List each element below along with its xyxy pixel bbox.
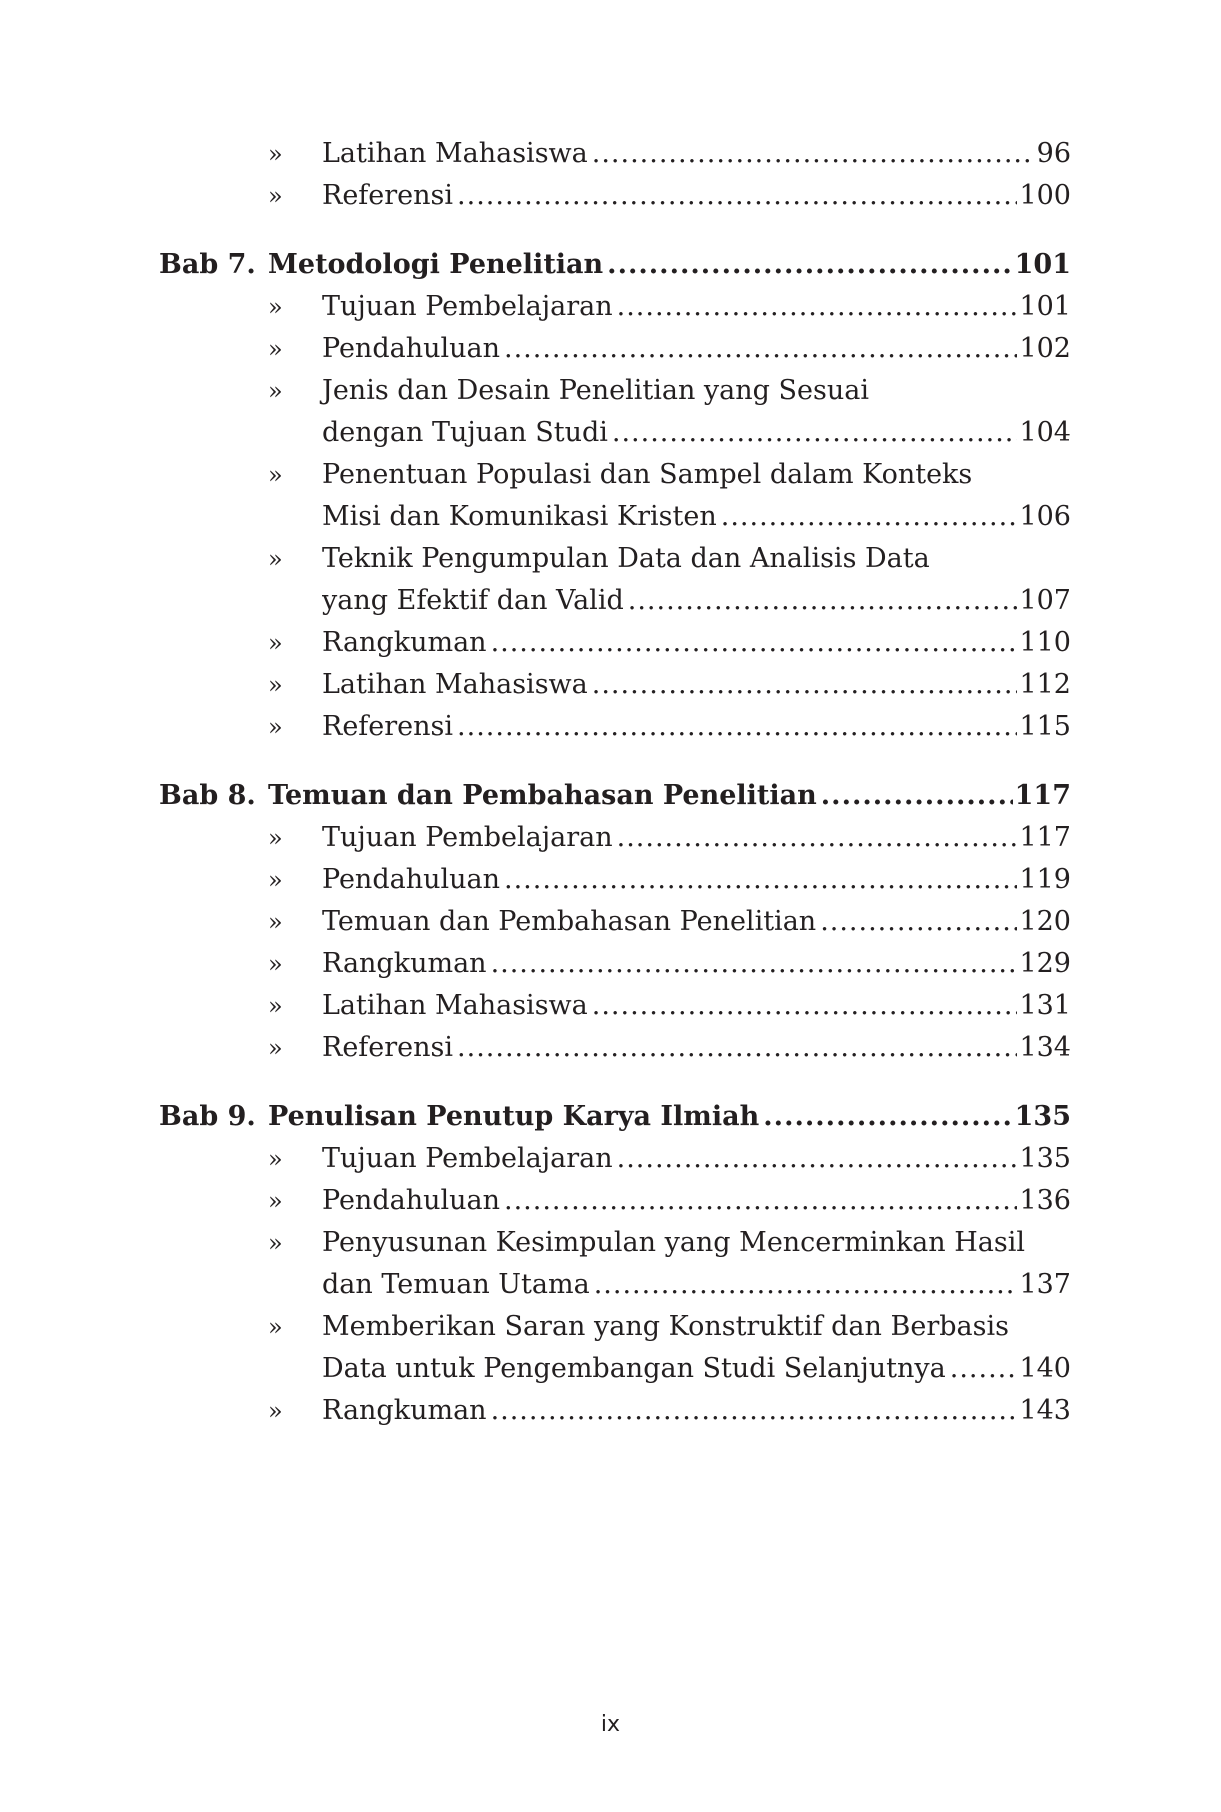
page-ref: 143 <box>1019 1395 1071 1426</box>
bullet-marker: » <box>268 866 283 894</box>
entry-leader-line <box>322 941 1071 987</box>
page-ref: 101 <box>1019 291 1071 322</box>
toc-entry <box>0 704 1221 750</box>
toc-entry <box>0 662 1221 708</box>
toc-entry <box>0 326 1221 372</box>
entry-leader-line <box>322 578 1071 624</box>
page-ref: 100 <box>1019 180 1071 211</box>
entry-title: Rangkuman <box>322 948 487 979</box>
chapter-label: Bab 9. <box>159 1101 256 1132</box>
bullet-marker: » <box>268 713 283 741</box>
entry-title: Penyusunan Kesimpulan yang Mencerminkan Hasil <box>322 1227 1026 1258</box>
page-ref: 112 <box>1019 669 1071 700</box>
bullet-marker: » <box>268 1034 283 1062</box>
dot-leader <box>592 131 1035 177</box>
bullet-marker: » <box>268 824 283 852</box>
entry-title: Latihan Mahasiswa <box>322 138 588 169</box>
dot-leader <box>820 899 1017 945</box>
bullet-marker: » <box>268 545 283 573</box>
page-ref: 117 <box>1019 822 1071 853</box>
dot-leader <box>628 578 1018 624</box>
toc-entry <box>0 1262 1221 1308</box>
entry-leader-line <box>322 857 1071 903</box>
entry-title: Memberikan Saran yang Konstruktif dan Berbasis <box>322 1311 1009 1342</box>
page-ref: 134 <box>1019 1032 1071 1063</box>
toc-entry <box>0 1220 1221 1266</box>
entry-leader-line <box>322 326 1071 372</box>
dot-leader <box>491 1388 1018 1434</box>
toc-entry <box>0 1304 1221 1350</box>
page-number: ix <box>600 1712 621 1737</box>
chapter-label: Bab 8. <box>159 780 256 811</box>
entry-title: Pendahuluan <box>322 1185 500 1216</box>
page-ref: 135 <box>1014 1101 1071 1132</box>
dot-leader <box>950 1346 1018 1392</box>
dot-leader <box>612 410 1018 456</box>
entry-leader-line <box>322 131 1071 177</box>
entry-title: Latihan Mahasiswa <box>322 669 588 700</box>
page-ref: 107 <box>1019 585 1071 616</box>
dot-leader <box>457 1025 1017 1071</box>
dot-leader <box>592 662 1018 708</box>
page-ref: 96 <box>1036 138 1071 169</box>
bullet-marker: » <box>268 1229 283 1257</box>
toc-entry <box>0 941 1221 987</box>
toc-entry <box>0 536 1221 582</box>
bullet-marker: » <box>268 1397 283 1425</box>
entry-leader-line <box>322 1025 1071 1071</box>
toc-entry <box>0 983 1221 1029</box>
page-ref: 131 <box>1019 990 1071 1021</box>
page-ref: 119 <box>1019 864 1071 895</box>
dot-leader <box>821 773 1013 819</box>
entry-leader-line <box>322 899 1071 945</box>
entry-title: Latihan Mahasiswa <box>322 990 588 1021</box>
dot-leader <box>617 284 1018 330</box>
bullet-marker: » <box>268 140 283 168</box>
toc-entry <box>0 620 1221 666</box>
page-ref: 129 <box>1019 948 1071 979</box>
entry-title: Referensi <box>322 180 454 211</box>
entry-title: Misi dan Komunikasi Kristen <box>322 501 717 532</box>
bullet-marker: » <box>268 950 283 978</box>
toc-entry <box>0 452 1221 498</box>
toc-entry <box>0 410 1221 456</box>
chapter-entry <box>0 242 1221 288</box>
page-ref: 137 <box>1019 1269 1071 1300</box>
entry-leader-line <box>322 662 1071 708</box>
page-ref: 117 <box>1014 780 1071 811</box>
page-ref: 136 <box>1019 1185 1071 1216</box>
toc-entry <box>0 1025 1221 1071</box>
toc-entry <box>0 131 1221 177</box>
bullet-marker: » <box>268 629 283 657</box>
entry-leader-line <box>322 1346 1071 1392</box>
entry-leader-line <box>322 284 1071 330</box>
entry-title: Tujuan Pembelajaran <box>322 822 613 853</box>
bullet-marker: » <box>268 992 283 1020</box>
entry-title: Data untuk Pengembangan Studi Selanjutnya <box>322 1353 946 1384</box>
entry-leader-line <box>268 773 1071 819</box>
toc-entry <box>0 284 1221 330</box>
entry-title: Metodologi Penelitian <box>268 249 604 280</box>
dot-leader <box>594 1262 1018 1308</box>
page-ref: 140 <box>1019 1353 1071 1384</box>
bullet-marker: » <box>268 908 283 936</box>
bullet-marker: » <box>268 377 283 405</box>
entry-title: Penentuan Populasi dan Sampel dalam Konteks <box>322 459 973 490</box>
entry-leader-line <box>322 1262 1071 1308</box>
page-ref: 135 <box>1019 1143 1071 1174</box>
toc-entry <box>0 494 1221 540</box>
toc-entry <box>0 815 1221 861</box>
bullet-marker: » <box>268 1145 283 1173</box>
bullet-marker: » <box>268 1187 283 1215</box>
dot-leader <box>491 620 1018 666</box>
entry-leader-line <box>322 1388 1071 1434</box>
entry-title: Pendahuluan <box>322 864 500 895</box>
toc-entry <box>0 1136 1221 1182</box>
page-ref: 106 <box>1019 501 1071 532</box>
entry-title: Penulisan Penutup Karya Ilmiah <box>268 1101 760 1132</box>
entry-title: Referensi <box>322 1032 454 1063</box>
entry-title: Temuan dan Pembahasan Penelitian <box>322 906 817 937</box>
entry-title: Tujuan Pembelajaran <box>322 291 613 322</box>
entry-leader-line <box>322 620 1071 666</box>
dot-leader <box>491 941 1018 987</box>
dot-leader <box>504 326 1017 372</box>
toc-entry <box>0 368 1221 414</box>
entry-leader-line <box>322 815 1071 861</box>
entry-leader-line <box>322 983 1071 1029</box>
page-ref: 120 <box>1019 906 1071 937</box>
bullet-marker: » <box>268 671 283 699</box>
bullet-marker: » <box>268 1313 283 1341</box>
dot-leader <box>504 857 1017 903</box>
entry-leader-line <box>268 1094 1071 1140</box>
toc-entry <box>0 899 1221 945</box>
entry-leader-line <box>268 242 1071 288</box>
dot-leader <box>617 1136 1018 1182</box>
entry-leader-line <box>322 704 1071 750</box>
toc-entry <box>0 173 1221 219</box>
entry-title: Rangkuman <box>322 627 487 658</box>
toc-entry <box>0 1346 1221 1392</box>
dot-leader <box>763 1094 1012 1140</box>
entry-title: Tujuan Pembelajaran <box>322 1143 613 1174</box>
entry-leader-line <box>322 1178 1071 1224</box>
entry-title: Teknik Pengumpulan Data dan Analisis Data <box>322 543 930 574</box>
dot-leader <box>457 173 1017 219</box>
entry-title: Rangkuman <box>322 1395 487 1426</box>
entry-leader-line <box>322 173 1071 219</box>
bullet-marker: » <box>268 335 283 363</box>
entry-leader-line <box>322 410 1071 456</box>
dot-leader <box>457 704 1017 750</box>
page-ref: 101 <box>1014 249 1071 280</box>
toc-entry <box>0 857 1221 903</box>
chapter-entry <box>0 773 1221 819</box>
dot-leader <box>607 242 1012 288</box>
bullet-marker: » <box>268 461 283 489</box>
page-ref: 115 <box>1019 711 1071 742</box>
entry-title: dengan Tujuan Studi <box>322 417 608 448</box>
bullet-marker: » <box>268 293 283 321</box>
toc-entry <box>0 578 1221 624</box>
entry-title: yang Efektif dan Valid <box>322 585 624 616</box>
page-ref: 104 <box>1019 417 1071 448</box>
toc-entry <box>0 1388 1221 1434</box>
toc-entry <box>0 1178 1221 1224</box>
entry-leader-line <box>322 494 1071 540</box>
dot-leader <box>504 1178 1017 1224</box>
dot-leader <box>721 494 1018 540</box>
entry-title: Temuan dan Pembahasan Penelitian <box>268 780 817 811</box>
page-ref: 102 <box>1019 333 1071 364</box>
entry-title: dan Temuan Utama <box>322 1269 590 1300</box>
entry-title: Jenis dan Desain Penelitian yang Sesuai <box>322 375 869 406</box>
dot-leader <box>617 815 1018 861</box>
page-ref: 110 <box>1019 627 1071 658</box>
bullet-marker: » <box>268 182 283 210</box>
entry-leader-line <box>322 1136 1071 1182</box>
entry-title: Pendahuluan <box>322 333 500 364</box>
chapter-label: Bab 7. <box>159 249 256 280</box>
chapter-entry <box>0 1094 1221 1140</box>
entry-title: Referensi <box>322 711 454 742</box>
dot-leader <box>592 983 1018 1029</box>
